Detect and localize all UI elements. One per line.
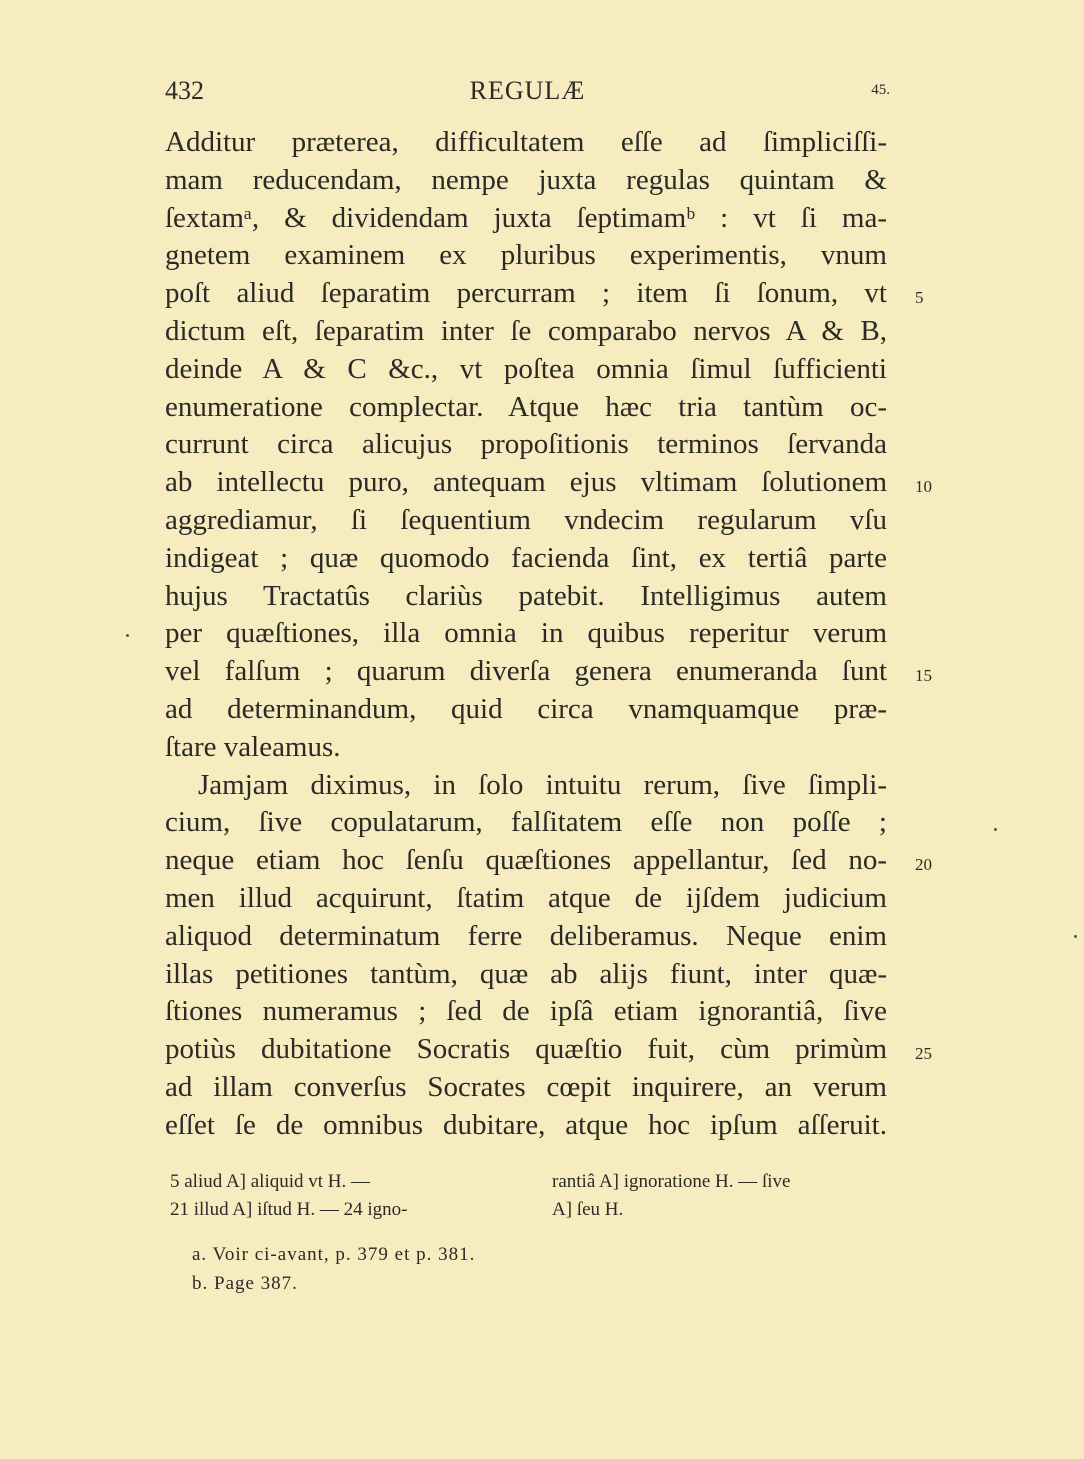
text-line: currunt circa alicujus propoſitionis terminos ſervanda (165, 428, 887, 461)
text-line: per quæſtiones, illa omnia in quibus reperitur verum (165, 617, 887, 650)
text-line: Jamjam diximus, in ſolo intuitu rerum, ſive ſimpli- (198, 768, 887, 801)
text-line: vel falſum ; quarum diverſa genera enumeranda ſunt (165, 655, 887, 688)
text-line: gnetem examinem ex pluribus experimentis, vnum (165, 239, 887, 272)
text-line: ad illam converſus Socrates cœpit inquirere, an verum (165, 1070, 887, 1103)
footnote: b. Page 387. (192, 1273, 298, 1294)
text-line: ſtare valeamus. (165, 730, 341, 763)
variant-column-left (170, 1168, 520, 1224)
text-line: deinde A & C &c., vt poſtea omnia ſimul ſufficienti (165, 352, 887, 385)
text-line: enumeratione complectar. Atque hæc tria tantùm oc- (165, 390, 887, 423)
variant-line: rantiâ A] ignoratione H. — ſive (552, 1171, 791, 1192)
main-text (165, 124, 887, 1145)
text-line: cium, ſive copulatarum, falſitatem eſſe non poſſe ; (165, 806, 887, 839)
text-line: poſt aliud ſeparatim percurram ; item ſi ſonum, vt (165, 277, 887, 310)
text-line: aggrediamur, ſi ſequentium vndecim regularum vſu (165, 503, 887, 536)
footnote: a. Voir ci-avant, p. 379 et p. 381. (192, 1244, 476, 1265)
text-line: ad determinandum, quid circa vnamquamque præ- (165, 692, 887, 725)
corner-note: 45. (871, 82, 890, 98)
variant-line: A] ſeu H. (552, 1199, 624, 1220)
text-line: hujus Tractatûs clariùs patebit. Intelligimus autem (165, 579, 887, 612)
text-line: mam reducendam, nempe juxta regulas quintam & (165, 163, 887, 196)
footnotes (192, 1240, 475, 1298)
variant-line: 21 illud A] iſtud H. — 24 igno- (170, 1199, 408, 1220)
text-line: aliquod determinatum ferre deliberamus. Neque enim (165, 919, 887, 952)
paper-speck (1074, 935, 1077, 938)
text-line: Additur præterea, difficultatem eſſe ad ſimpliciſſi- (165, 126, 887, 158)
line-number: 5 (915, 288, 924, 307)
line-number: 10 (915, 477, 932, 496)
text-line: ab intellectu puro, antequam ejus vltimam ſolutionem (165, 466, 887, 499)
text-line: eſſet ſe de omnibus dubitare, atque hoc ipſum aſſeruit. (165, 1108, 887, 1141)
paper-speck (126, 634, 129, 637)
text-line: indigeat ; quæ quomodo facienda ſint, ex tertiâ parte (165, 541, 887, 574)
line-number: 15 (915, 666, 932, 685)
running-header (165, 76, 890, 112)
text-line: men illud acquirunt, ſtatim atque de ijſdem judicium (165, 881, 887, 914)
text-line: ſextamᵃ, & dividendam juxta ſeptimamᵇ : vt ſi ma- (165, 201, 887, 234)
text-line: neque etiam hoc ſenſu quæſtiones appellantur, ſed no- (165, 844, 887, 877)
line-number: 25 (915, 1044, 932, 1063)
page-number: 432 (165, 76, 204, 105)
text-line: dictum eſt, ſeparatim inter ſe comparabo nervos A & B, (165, 314, 887, 347)
variant-line: 5 aliud A] aliquid vt H. — (170, 1171, 371, 1192)
running-title: REGULÆ (469, 76, 586, 105)
line-number: 20 (915, 855, 932, 874)
paper-speck (994, 828, 997, 831)
text-line: illas petitiones tantùm, quæ ab alijs fiunt, inter quæ- (165, 957, 887, 990)
text-line: potiùs dubitatione Socratis quæſtio fuit, cùm primùm (165, 1033, 887, 1066)
variant-column-right (552, 1168, 892, 1224)
text-line: ſtiones numeramus ; ſed de ipſâ etiam ignorantiâ, ſive (165, 995, 887, 1028)
